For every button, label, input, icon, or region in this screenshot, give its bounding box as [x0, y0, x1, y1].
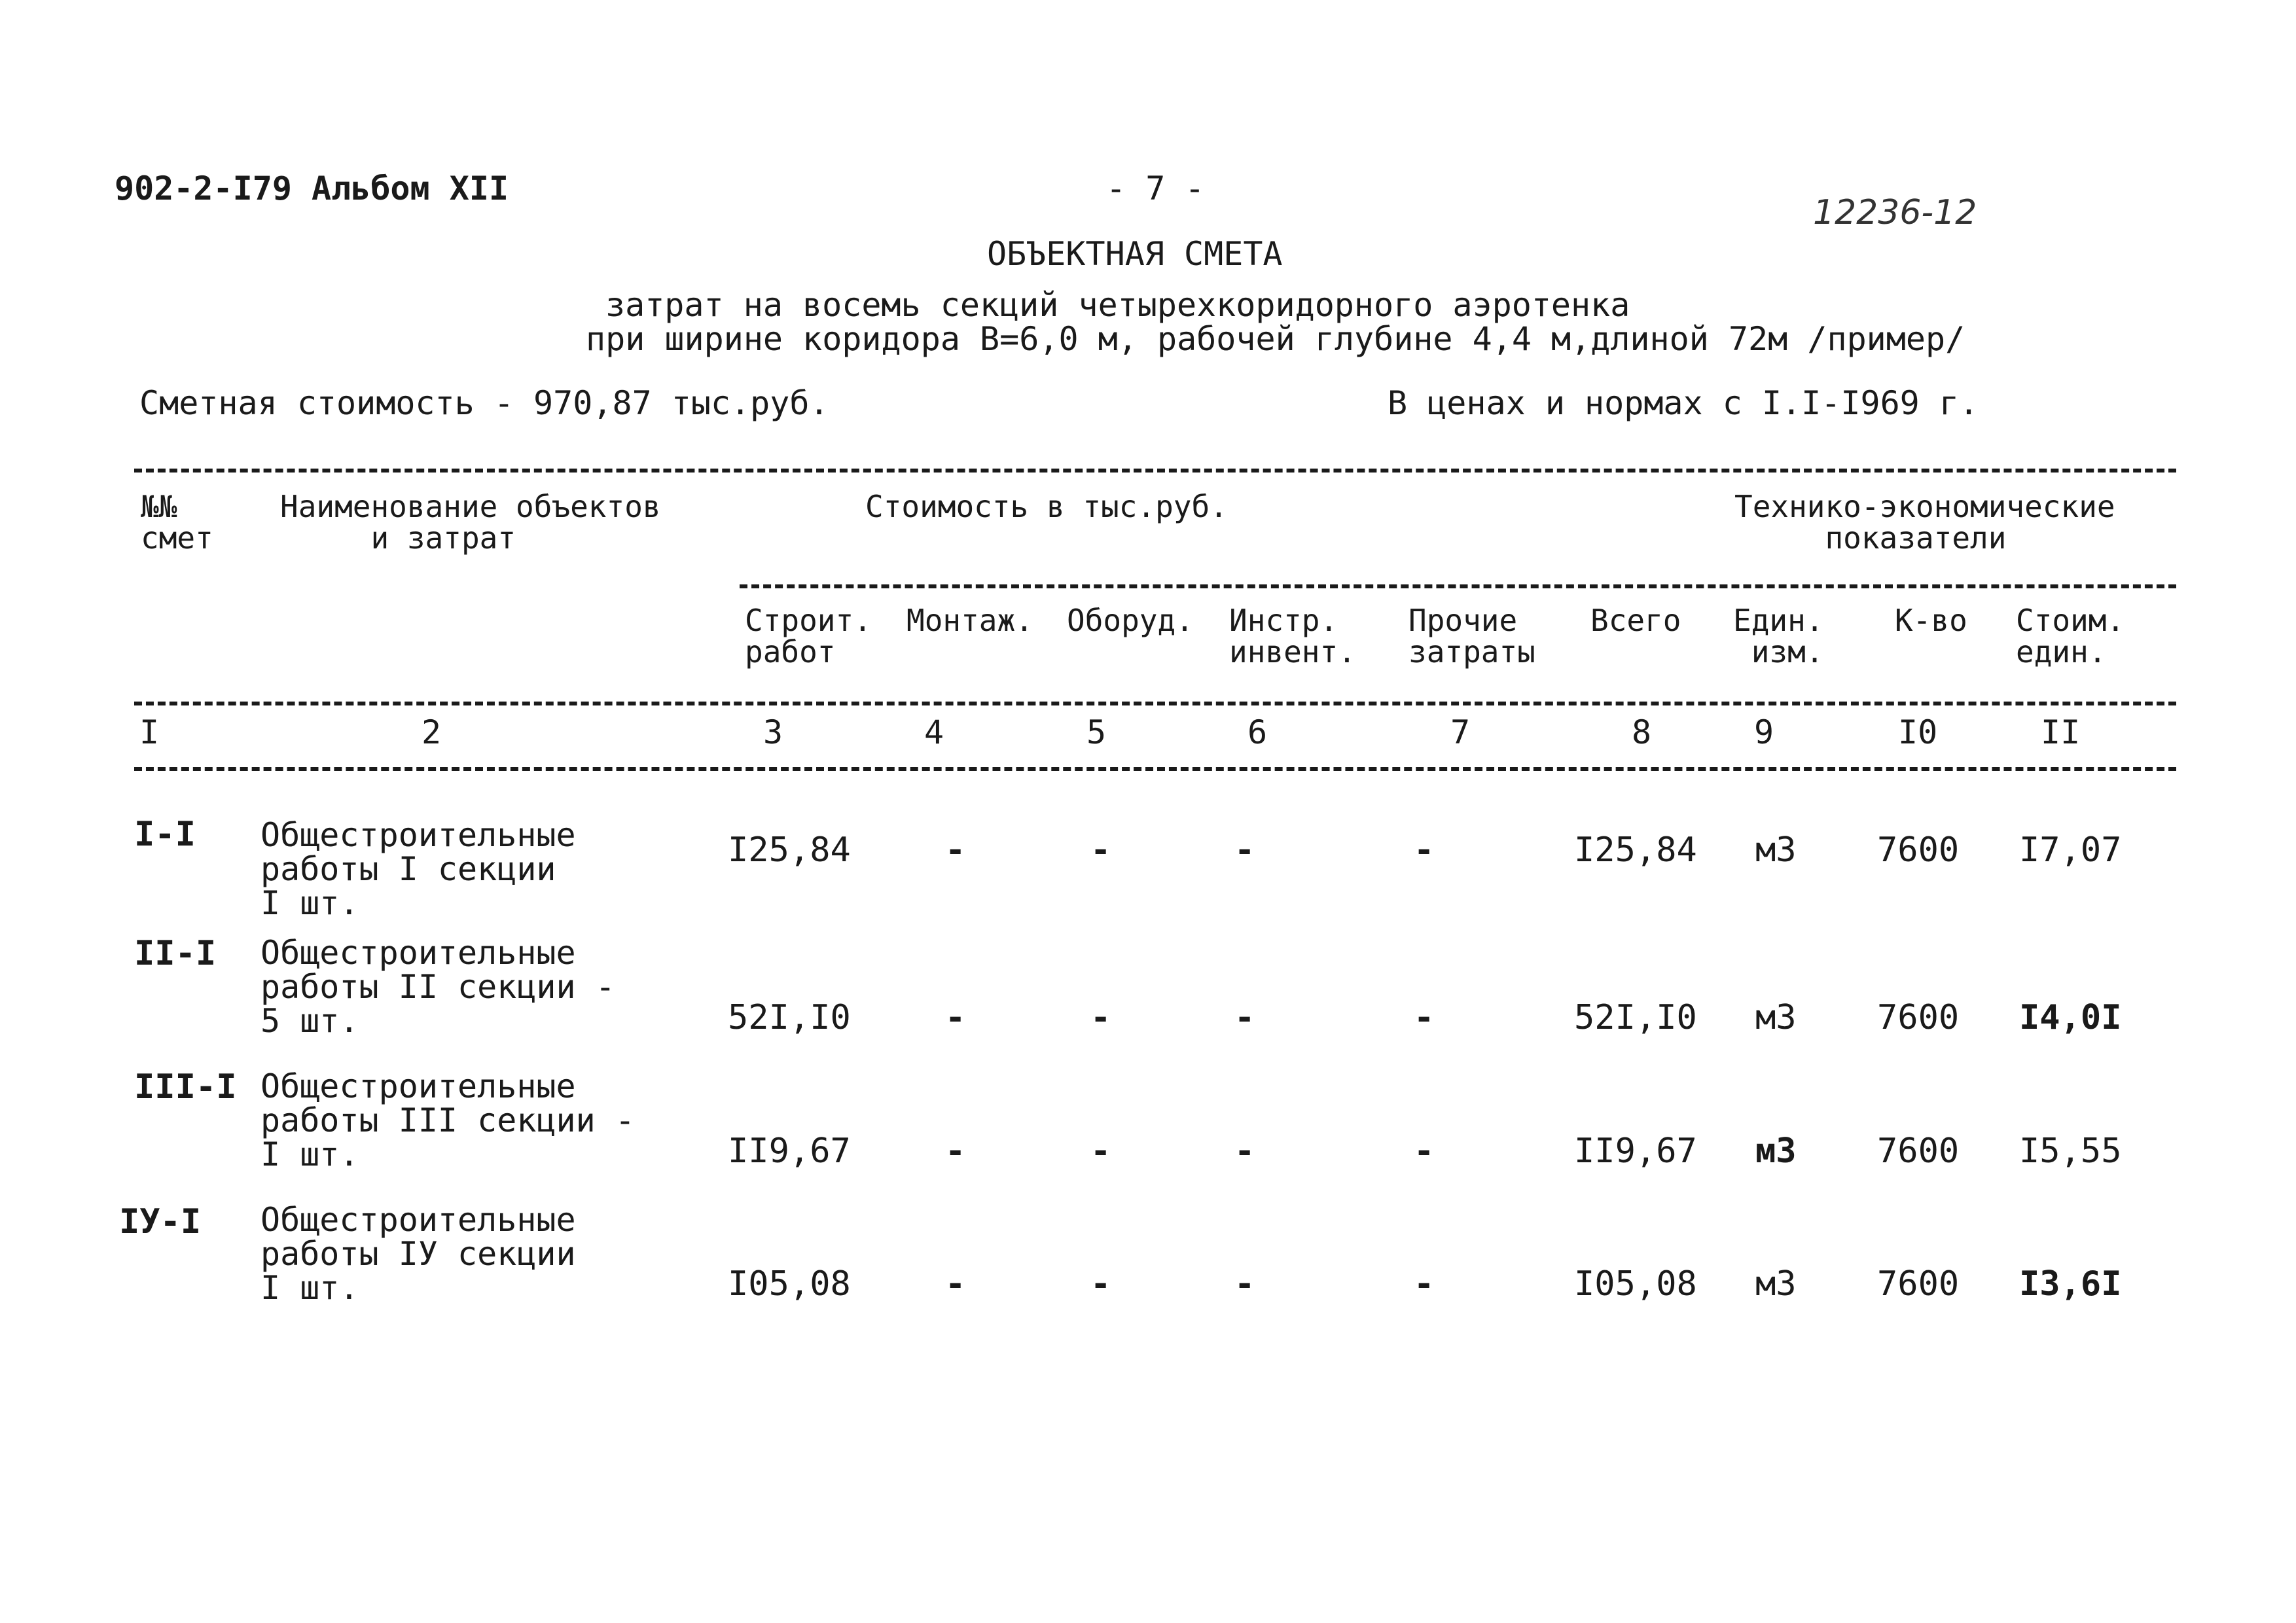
- row-quantity: 7600: [1877, 1132, 1960, 1171]
- row-object-name: Общестроительные работы III секции - I шт.: [260, 1067, 635, 1173]
- column-number: I: [139, 713, 160, 751]
- row-other-cost: -: [1414, 830, 1435, 870]
- header-total: Всего: [1590, 603, 1681, 638]
- row-quantity: 7600: [1877, 998, 1960, 1037]
- column-number: 5: [1086, 713, 1107, 751]
- row-total-cost: II9,67: [1574, 1132, 1697, 1171]
- row-object-name: Общестроительные работы I секции I шт.: [260, 816, 576, 922]
- column-number: 3: [763, 713, 783, 751]
- column-number: 2: [422, 713, 442, 751]
- column-number: 9: [1754, 713, 1774, 751]
- row-equipment-cost: -: [1090, 830, 1111, 870]
- title-line-1: затрат на восемь секций четырехкоридорного аэротенка: [605, 286, 1630, 324]
- row-unit-cost: I4,0I: [2019, 998, 2122, 1037]
- album-code: 902-2-I79 Альбом XII: [115, 169, 509, 207]
- column-number: 4: [924, 713, 944, 751]
- subheader-rule: [740, 584, 2176, 588]
- row-mounting-cost: -: [945, 1132, 966, 1171]
- row-other-cost: -: [1414, 998, 1435, 1037]
- row-construction-cost: 52I,I0: [728, 998, 851, 1037]
- row-total-cost: 52I,I0: [1574, 998, 1697, 1037]
- document-title: ОБЪЕКТНАЯ СМЕТА: [987, 235, 1283, 273]
- row-unit: м3: [1755, 1132, 1797, 1171]
- column-numbers-rule: [134, 767, 2176, 771]
- handwritten-note: 12236-12: [1813, 193, 1977, 232]
- row-unit: м3: [1755, 830, 1797, 870]
- row-equipment-cost: -: [1090, 1264, 1111, 1304]
- row-quantity: 7600: [1877, 830, 1960, 870]
- row-unit-cost: I3,6I: [2019, 1264, 2122, 1304]
- row-mounting-cost: -: [945, 998, 966, 1037]
- row-object-name: Общестроительные работы II секции - 5 шт.: [260, 934, 615, 1040]
- column-number: 7: [1450, 713, 1471, 751]
- header-cost-group: Стоимость в тыс.руб.: [865, 489, 1228, 524]
- row-construction-cost: II9,67: [728, 1132, 851, 1171]
- row-other-cost: -: [1414, 1132, 1435, 1171]
- row-instruments-cost: -: [1234, 1132, 1255, 1171]
- row-unit-cost: I7,07: [2019, 830, 2122, 870]
- row-unit-cost: I5,55: [2019, 1132, 2122, 1171]
- header-instruments: Инстр. инвент.: [1229, 603, 1356, 669]
- header-bottom-rule: [134, 702, 2176, 705]
- header-estimate-number: №№ смет: [141, 489, 213, 556]
- row-mounting-cost: -: [945, 1264, 966, 1304]
- row-estimate-number: III-I: [134, 1067, 237, 1107]
- row-estimate-number: II-I: [134, 934, 217, 973]
- row-mounting-cost: -: [945, 830, 966, 870]
- row-construction-cost: I05,08: [728, 1264, 851, 1304]
- row-instruments-cost: -: [1234, 1264, 1255, 1304]
- header-tech-group: Технико-экономические показатели: [1734, 489, 2115, 556]
- row-quantity: 7600: [1877, 1264, 1960, 1304]
- row-unit: м3: [1755, 1264, 1797, 1304]
- row-estimate-number: I-I: [134, 815, 196, 854]
- row-total-cost: I05,08: [1574, 1264, 1697, 1304]
- row-equipment-cost: -: [1090, 1132, 1111, 1171]
- price-basis: В ценах и нормах с I.I-I969 г.: [1388, 384, 1979, 422]
- row-total-cost: I25,84: [1574, 830, 1697, 870]
- row-other-cost: -: [1414, 1264, 1435, 1304]
- column-number: I0: [1898, 713, 1938, 751]
- column-number: 6: [1247, 713, 1268, 751]
- column-number: 8: [1632, 713, 1652, 751]
- row-construction-cost: I25,84: [728, 830, 851, 870]
- table-top-rule: [134, 469, 2176, 473]
- header-unit-cost: Стоим. един.: [2016, 603, 2125, 669]
- column-number: II: [2041, 713, 2081, 751]
- header-construction: Строит. работ: [745, 603, 872, 669]
- estimated-cost: Сметная стоимость - 970,87 тыс.руб.: [139, 384, 829, 422]
- header-other-costs: Прочие затраты: [1408, 603, 1535, 669]
- header-mounting: Монтаж.: [906, 603, 1033, 638]
- page-number: - 7 -: [1106, 169, 1205, 207]
- row-equipment-cost: -: [1090, 998, 1111, 1037]
- row-instruments-cost: -: [1234, 830, 1255, 870]
- header-equipment: Оборуд.: [1067, 603, 1194, 638]
- title-line-2: при ширине коридора В=6,0 м, рабочей глубине 4,4 м,длиной 72м /пример/: [586, 320, 1965, 358]
- header-object-name: Наименование объектов и затрат: [280, 489, 661, 556]
- header-quantity: К-во: [1895, 603, 1967, 638]
- header-unit: Един. изм.: [1733, 603, 1824, 669]
- row-instruments-cost: -: [1234, 998, 1255, 1037]
- row-object-name: Общестроительные работы IУ секции I шт.: [260, 1201, 576, 1307]
- row-unit: м3: [1755, 998, 1797, 1037]
- row-estimate-number: IУ-I: [119, 1202, 202, 1241]
